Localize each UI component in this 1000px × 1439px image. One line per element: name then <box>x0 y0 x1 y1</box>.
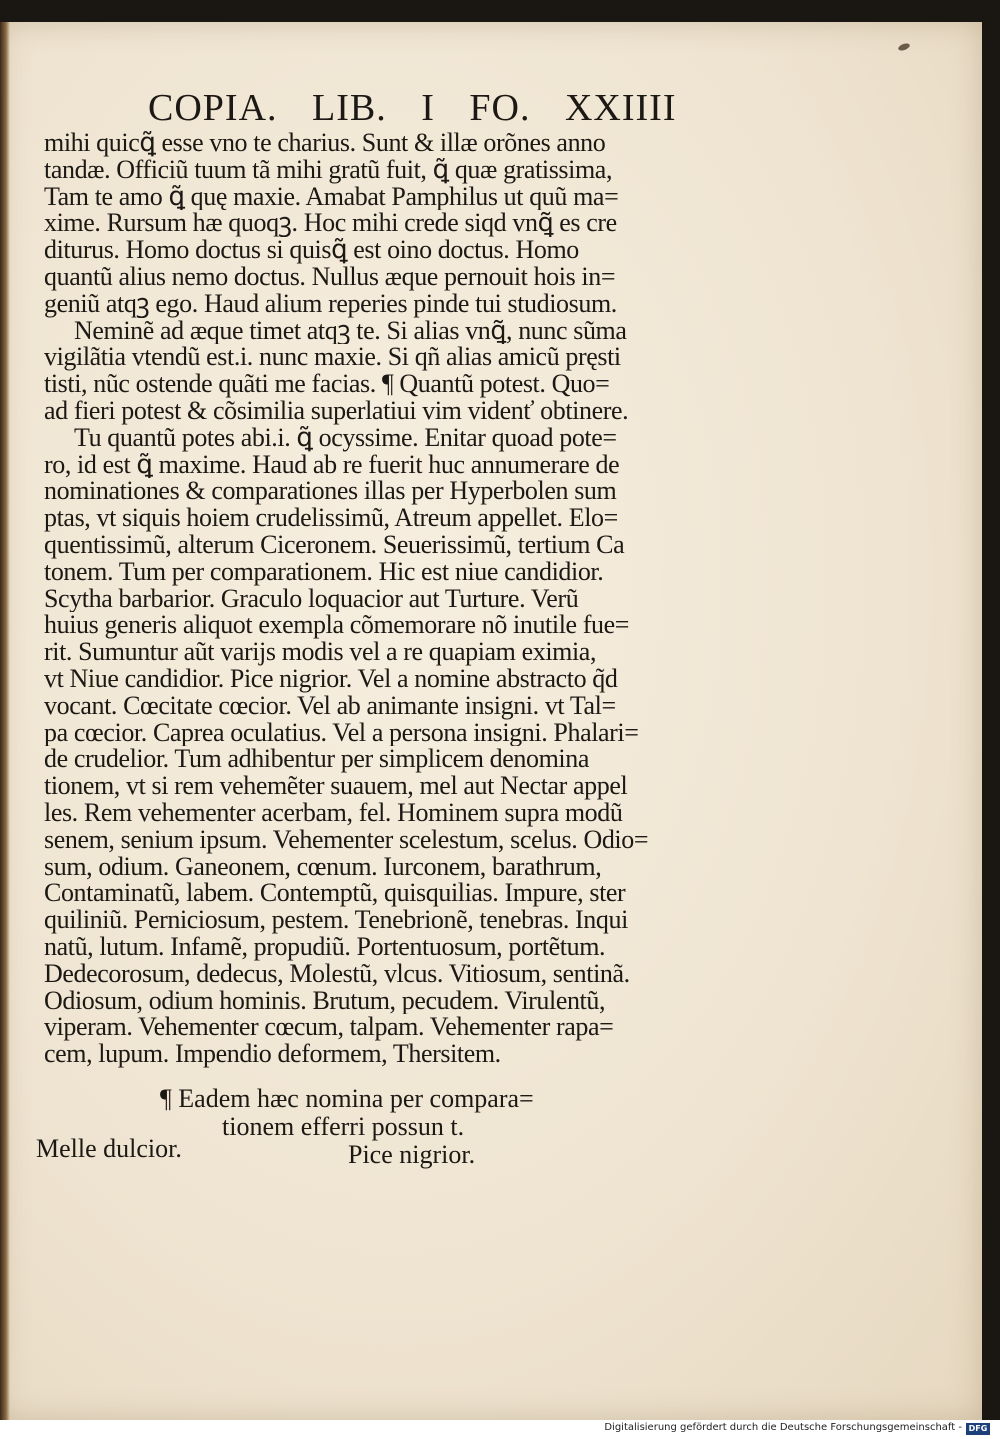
text-line: tandæ. Officiũ tuum tã mihi gratũ fuit, ꝗ̃ quæ gratissima, <box>44 156 613 184</box>
example-left: Melle dulcior. <box>36 1134 182 1163</box>
text-line: Dedecorosum, dedecus, Molestũ, vlcus. Vitiosum, sentinã. <box>44 960 630 988</box>
text-line: Tam te amo ꝗ̃ quę maxie. Amabat Pamphilus ut quũ ma= <box>44 183 619 211</box>
text-line: quentissimũ, alterum Ciceronem. Seuerissimũ, tertium Ca <box>44 531 625 559</box>
book-gutter <box>0 22 10 1420</box>
text-line: viperam. Vehementer cœcum, talpam. Vehementer rapa= <box>44 1014 614 1042</box>
text-line: cem, lupum. Impendio deformem, Thersitem. <box>44 1041 501 1068</box>
header-lib: LIB. <box>312 87 387 129</box>
text-line: xime. Rursum hæ quoqꝫ. Hoc mihi crede siqd vnꝗ̃ es cre <box>44 210 617 238</box>
footer-credit: Digitalisierung gefördert durch die Deutsche Forschungsgemeinschaft - <box>604 1422 962 1433</box>
text-line: Scytha barbarior. Graculo loquacior aut Turture. Verũ <box>44 585 579 613</box>
text-line: tonem. Tum per comparationem. Hic est niue candidior. <box>44 558 604 586</box>
text-line: senem, senium ipsum. Vehementer scelestum, scelus. Odio= <box>44 826 649 854</box>
text-line: Contaminatũ, labem. Contemptũ, quisquilias. Impure, ster <box>44 880 626 908</box>
dfg-logo-icon: DFG <box>966 1423 990 1435</box>
text-line: ptas, vt siquis hoiem crudelissimũ, Atreum appellet. Elo= <box>44 505 618 532</box>
text-line: Tu quantũ potes abi.i. ꝗ̃ ocyssime. Enitar quoad pote= <box>74 424 617 452</box>
text-line: les. Rem vehementer acerbam, fel. Hominem supra modũ <box>44 799 623 827</box>
text-line: diturus. Homo doctus si quisꝗ̃ est oino doctus. Homo <box>44 237 579 264</box>
digitization-footer <box>0 1420 1000 1439</box>
text-line: ro, id est ꝗ̃ maxime. Haud ab re fuerit huc annumerare de <box>44 451 620 479</box>
text-line: nominationes & comparationes illas per Hyperbolen sum <box>44 478 617 506</box>
book-page <box>0 22 982 1420</box>
text-line: sum, odium. Ganeonem, cœnum. Iurconem, barathrum, <box>44 853 602 881</box>
text-line: vt Niue candidior. Pice nigrior. Vel a nomine abstracto q̃d <box>44 665 618 693</box>
text-line: geniũ atqꝫ ego. Haud alium reperies pinde tui studiosum. <box>44 290 617 318</box>
text-line: Neminẽ ad æque timet atqꝫ te. Si alias vnꝗ̃, nunc sũma <box>74 317 627 345</box>
text-line: de crudelior. Tum adhibentur per simplicem denomina <box>44 746 589 774</box>
text-line: quantũ alius nemo doctus. Nullus æque pernouit hois in= <box>44 263 616 291</box>
text-line: rit. Sumuntur aũt varijs modis vel a re quapiam eximia, <box>44 639 597 666</box>
text-line: tionem, vt si rem vehemẽter suauem, mel aut Nectar appel <box>44 773 628 800</box>
header-fo: FO. <box>469 87 531 129</box>
text-line: vigilãtia vtendũ est.i. nunc maxie. Si qñ alias amicũ pręsti <box>44 344 621 372</box>
header-copia: COPIA. <box>148 87 278 129</box>
text-line: pa cœcior. Caprea oculatius. Vel a persona insigni. Phalari= <box>44 719 639 747</box>
text-line: mihi quicꝗ̃ esse vno te charius. Sunt & illæ orõnes anno <box>44 130 606 157</box>
text-line: Odiosum, odium hominis. Brutum, pecudem. Virulentũ, <box>44 987 606 1015</box>
closing-line-2: tionem efferri possun t. <box>222 1112 465 1141</box>
running-header <box>148 86 688 130</box>
text-line: ad fieri potest & cõsimilia superlatiui vim videnť obtinere. <box>44 397 629 425</box>
ink-mark <box>897 42 910 52</box>
header-folio-number: XXIIII <box>564 87 677 129</box>
text-line: vocant. Cœcitate cœcior. Vel ab animante insigni. vt Tal= <box>44 692 616 720</box>
text-line: huius generis aliquot exempla cõmemorare nõ inutile fue= <box>44 612 630 640</box>
header-book-number: I <box>421 87 435 129</box>
text-line: quiliniũ. Perniciosum, pestem. Tenebrionẽ, tenebras. Inqui <box>44 907 628 934</box>
body-text <box>44 130 694 1068</box>
text-line: tisti, nũc ostende quãti me facias. ¶ Quantũ potest. Quo= <box>44 371 610 398</box>
text-line: natũ, lutum. Infamẽ, propudiũ. Portentuosum, portẽtum. <box>44 933 606 961</box>
example-right: Pice nigrior. <box>348 1140 476 1169</box>
closing-line-1: ¶ Eadem hæc nomina per compara= <box>160 1084 534 1113</box>
